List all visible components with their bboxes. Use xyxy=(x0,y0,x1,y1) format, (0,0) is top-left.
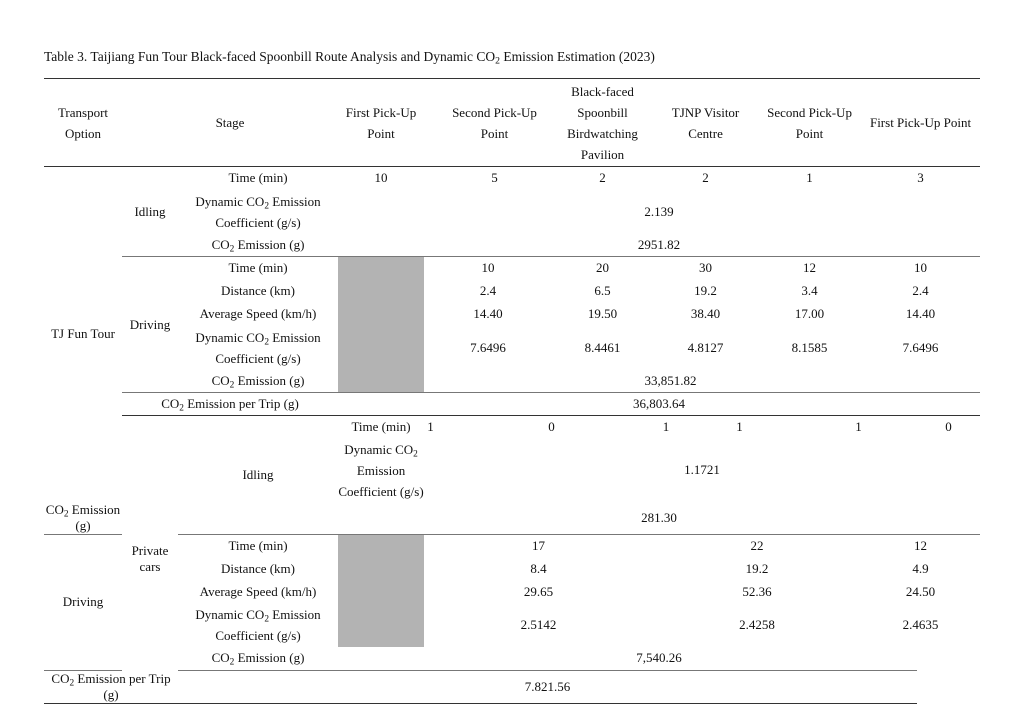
table-row xyxy=(44,603,980,647)
pc-driving-time-1: 17 xyxy=(424,534,653,557)
table-row xyxy=(44,416,980,439)
tj-driving-coef-5: 7.6496 xyxy=(902,339,939,355)
tj-driving-speed-5: 14.40 xyxy=(905,306,936,321)
label-distance: Distance (km) xyxy=(221,283,296,298)
tj-idling-time-6: 3 xyxy=(861,167,980,190)
tj-per-trip-emission: 36,803.64 xyxy=(338,393,980,416)
pc-idling-time-4: 1 xyxy=(679,416,800,439)
tj-driving-time-1: 10 xyxy=(424,257,552,280)
tj-driving-time-5: 10 xyxy=(861,257,980,280)
table-row xyxy=(44,534,980,557)
stage-driving: Driving xyxy=(122,257,178,393)
co2-emission-table xyxy=(44,78,980,704)
header-row xyxy=(44,79,980,167)
stage-idling: Idling xyxy=(178,416,338,535)
table-row xyxy=(44,393,980,416)
table-row xyxy=(44,647,980,670)
pc-driving-emission: 7,540.26 xyxy=(636,650,682,666)
table-row xyxy=(44,580,980,603)
label-time: Time (min) xyxy=(178,534,338,557)
tj-driving-speed-4: 17.00 xyxy=(794,306,825,321)
label-time: Time (min) xyxy=(178,257,338,280)
pc-idling-emission: 281.30 xyxy=(641,509,677,525)
header-col-6: First Pick-Up Point xyxy=(861,79,980,167)
table-row xyxy=(44,670,980,703)
tj-idling-coefficient: 2.139 xyxy=(644,203,674,219)
tj-driving-distance-1: 2.4 xyxy=(479,283,497,298)
empty-cell-shaded xyxy=(338,257,424,393)
header-stage: Stage xyxy=(122,79,338,167)
label-distance: Distance (km) xyxy=(221,560,296,576)
label-time: Time (min) xyxy=(178,167,338,190)
tj-driving-distance-5: 2.4 xyxy=(912,283,929,298)
pc-driving-speed-1: 29.65 xyxy=(523,583,554,599)
pc-driving-distance-2: 19.2 xyxy=(745,560,769,576)
table-row xyxy=(44,234,980,257)
header-col-1: First Pick-Up Point xyxy=(338,79,424,167)
tj-idling-time-3: 2 xyxy=(552,167,653,190)
label-co2-emission-per-trip: $CO_2$ Emission per Trip (g) xyxy=(44,670,178,703)
pc-driving-coef-3: 2.4635 xyxy=(902,617,939,632)
header-transport-option: Transport Option xyxy=(44,79,122,167)
tj-driving-emission: 33,851.82 xyxy=(644,372,697,388)
header-col-4: TJNP Visitor Centre xyxy=(653,79,758,167)
table-row xyxy=(44,257,980,280)
pc-driving-distance-3: 4.9 xyxy=(912,560,929,576)
label-co2-emission-per-trip: $CO_2$ Emission per Trip (g) xyxy=(122,393,338,416)
pc-driving-speed-3: 24.50 xyxy=(905,583,936,599)
tj-driving-coef-3: 4.8127 xyxy=(687,339,724,355)
label-co2-emission: $CO_2$ Emission (g) xyxy=(45,501,121,533)
label-average-speed: Average Speed (km/h) xyxy=(199,583,317,599)
pc-driving-distance-1: 8.4 xyxy=(530,560,547,576)
tj-driving-coef-2: 8.4461 xyxy=(584,339,621,355)
label-dynamic-coefficient: Dynamic $CO_2$ Emission Coefficient (g/s) xyxy=(195,193,321,230)
label-dynamic-coefficient: Dynamic $CO_2$ Emission Coefficient (g/s) xyxy=(195,607,321,643)
pc-idling-time-3: 1 xyxy=(653,416,679,439)
label-co2-emission: $CO_2$ Emission (g) xyxy=(211,236,305,255)
label-average-speed: Average Speed (km/h) xyxy=(199,306,317,321)
label-co2-emission: $CO_2$ Emission (g) xyxy=(211,372,305,391)
transport-private-cars: Private cars xyxy=(122,416,178,704)
pc-idling-coefficient: 1.1721 xyxy=(684,462,720,477)
tj-driving-distance-2: 6.5 xyxy=(594,283,611,298)
tj-driving-speed-2: 19.50 xyxy=(587,306,618,321)
pc-idling-time-2: 0 xyxy=(437,416,653,439)
pc-driving-coef-2: 2.4258 xyxy=(739,617,775,632)
table-row xyxy=(44,370,980,393)
pc-idling-time-5: 1 xyxy=(800,416,917,439)
stage-driving: Driving xyxy=(44,534,122,670)
tj-driving-speed-1: 14.40 xyxy=(473,306,503,321)
table-row xyxy=(44,303,980,326)
tj-driving-coef-4: 8.1585 xyxy=(791,339,828,355)
table-row xyxy=(44,280,980,303)
label-time: Time (min) xyxy=(338,416,424,439)
label-co2-emission: $CO_2$ Emission (g) xyxy=(211,650,305,668)
tj-idling-time-2: 5 xyxy=(424,167,552,190)
tj-idling-emission: 2951.82 xyxy=(637,236,681,252)
pc-driving-time-3: 12 xyxy=(861,534,980,557)
pc-idling-time-1: 1 xyxy=(424,416,437,439)
pc-driving-speed-2: 52.36 xyxy=(742,583,772,599)
tj-idling-time-4: 2 xyxy=(653,167,758,190)
transport-tj-fun-tour: TJ Fun Tour xyxy=(44,167,122,502)
table-row xyxy=(44,190,980,234)
header-col-3: Black-faced Spoonbill Birdwatching Pavilion xyxy=(552,79,653,167)
stage-idling: Idling xyxy=(122,167,178,257)
tj-driving-speed-3: 38.40 xyxy=(690,306,721,321)
empty-cell-shaded xyxy=(338,534,424,647)
pc-driving-time-2: 22 xyxy=(653,534,861,557)
table-row xyxy=(44,167,980,190)
tj-driving-time-2: 20 xyxy=(552,257,653,280)
tj-idling-time-5: 1 xyxy=(758,167,861,190)
tj-driving-time-3: 30 xyxy=(653,257,758,280)
pc-idling-time-6: 0 xyxy=(917,416,980,439)
pc-per-trip-emission: 7.821.56 xyxy=(178,670,917,703)
table-caption: Table 3. Taijiang Fun Tour Black-faced Spoonbill Route Analysis and Dynamic $CO_2$ Emission Estimation (2023) xyxy=(44,49,655,67)
tj-driving-distance-4: 3.4 xyxy=(801,283,818,298)
tj-driving-coef-1: 7.6496 xyxy=(470,339,506,355)
header-col-5: Second Pick-Up Point xyxy=(758,79,861,167)
header-col-2: Second Pick-Up Point xyxy=(424,79,552,167)
table-row xyxy=(44,326,980,370)
tj-idling-time-1: 10 xyxy=(338,167,424,190)
tj-driving-time-4: 12 xyxy=(758,257,861,280)
table-row xyxy=(44,557,980,580)
tj-driving-distance-3: 19.2 xyxy=(694,283,717,298)
pc-driving-coef-1: 2.5142 xyxy=(520,617,557,632)
label-dynamic-coefficient: Dynamic $CO_2$ Emission Coefficient (g/s) xyxy=(195,329,321,366)
label-dynamic-coefficient: Dynamic $CO_2$ Emission Coefficient (g/s) xyxy=(338,441,424,499)
